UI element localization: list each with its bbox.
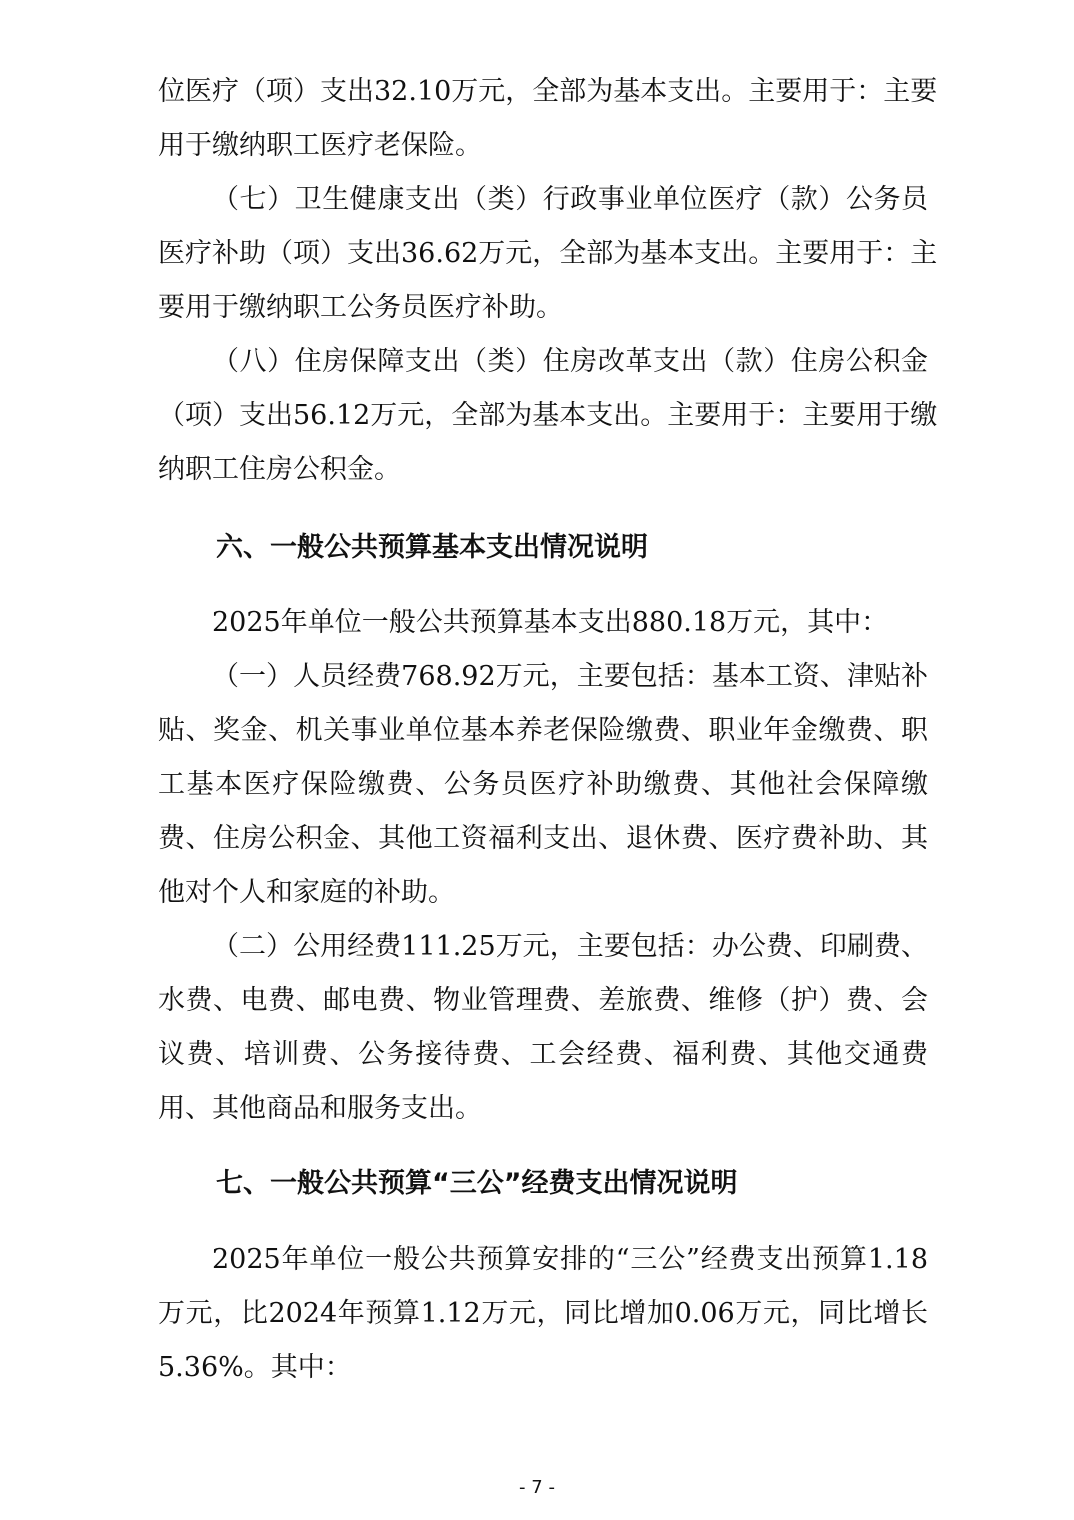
paragraph-line: 5.36%。其中：	[158, 1352, 352, 1383]
paragraph-line: 水费、电费、邮电费、物业管理费、差旅费、维修（护）费、会	[158, 985, 928, 1016]
paragraph-line: （八）住房保障支出（类）住房改革支出（款）住房公积金	[212, 346, 928, 377]
paragraph-line: 费、住房公积金、其他工资福利支出、退休费、医疗费补助、其	[158, 823, 928, 854]
paragraph-line: （二）公用经费111.25万元，主要包括：办公费、印刷费、	[212, 931, 928, 962]
section-heading: 七、一般公共预算“三公”经费支出情况说明	[216, 1168, 738, 1199]
paragraph-line: 他对个人和家庭的补助。	[158, 877, 455, 908]
paragraph-line: 万元，比2024年预算1.12万元，同比增加0.06万元，同比增长	[158, 1298, 928, 1329]
paragraph-line: 2025年单位一般公共预算基本支出880.18万元，其中：	[212, 607, 889, 638]
paragraph-line: 2025年单位一般公共预算安排的“三公”经费支出预算1.18	[212, 1244, 928, 1275]
section-heading: 六、一般公共预算基本支出情况说明	[216, 532, 648, 563]
paragraph-line: 医疗补助（项）支出36.62万元，全部为基本支出。主要用于：主	[158, 238, 938, 269]
paragraph-line: 位医疗（项）支出32.10万元，全部为基本支出。主要用于：主要	[158, 76, 938, 107]
paragraph-line: 议费、培训费、公务接待费、工会经费、福利费、其他交通费	[158, 1039, 928, 1070]
paragraph-line: 纳职工住房公积金。	[158, 454, 401, 485]
paragraph-line: 要用于缴纳职工公务员医疗补助。	[158, 292, 563, 323]
page-number: - 7 -	[519, 1477, 555, 1498]
paragraph-line: （七）卫生健康支出（类）行政事业单位医疗（款）公务员	[212, 184, 928, 215]
paragraph-line: 用、其他商品和服务支出。	[158, 1093, 482, 1124]
paragraph-line: 工基本医疗保险缴费、公务员医疗补助缴费、其他社会保障缴	[158, 769, 928, 800]
paragraph-line: （项）支出56.12万元，全部为基本支出。主要用于：主要用于缴	[158, 400, 938, 431]
paragraph-line: （一）人员经费768.92万元，主要包括：基本工资、津贴补	[212, 661, 928, 692]
paragraph-line: 贴、奖金、机关事业单位基本养老保险缴费、职业年金缴费、职	[158, 715, 928, 746]
paragraph-line: 用于缴纳职工医疗老保险。	[158, 130, 482, 161]
